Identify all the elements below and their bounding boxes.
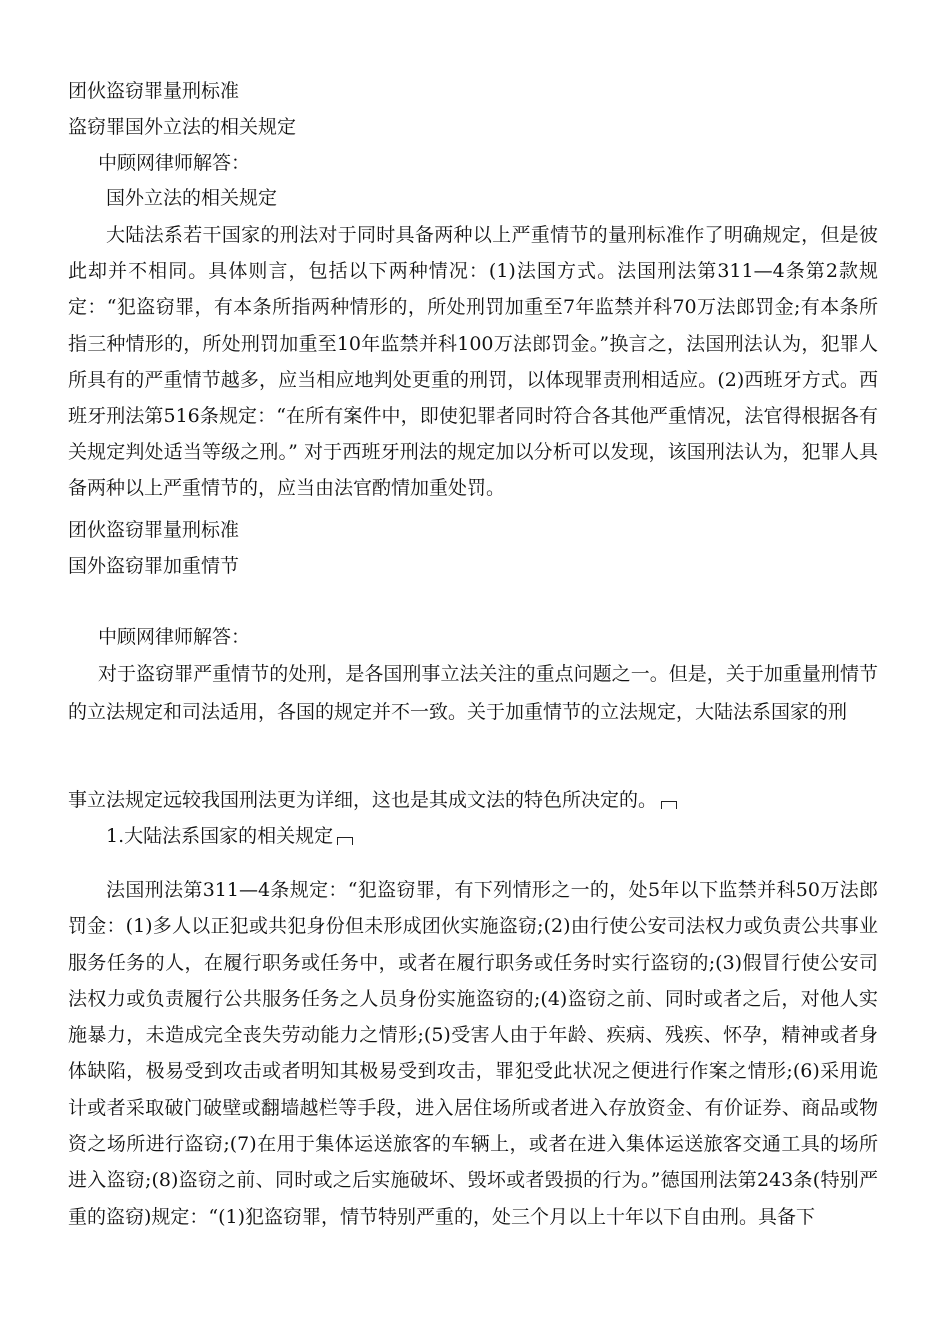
text-mark	[661, 801, 677, 809]
heading-text: 1.大陆法系国家的相关规定	[106, 825, 334, 847]
paragraph-text: 对于盗窃罪严重情节的处刑，是各国刑事立法关注的重点问题之一。但是，关于加重量刑情节的立法规定和司法适用，各国的规定并不一致。关于加重情节的立法规定，大陆法系国家的刑	[68, 663, 878, 723]
answer-label: 中顾网律师解答：	[98, 152, 251, 174]
paragraph-text: 法国刑法第311—4条规定：“犯盗窃罪，有下列情形之一的，处5年以下监禁并科50万法郎罚金：(1)多人以正犯或共犯身份但未形成团伙实施盗窃;(2)由行使公安司法权力或负责公共事业服务任务的人，在履行职务或任务中，或者在履行职务或任务时实行盗窃的;(3)假冒行使公安司法权力或负责履行公共服务任务之人员身份实施盗窃的;(4)盗窃之前、同时或者之后，对他人实施暴力，未造成完全丧失劳动能力之情形;(5)受害人由于年龄、疾病、残疾、怀孕，精神或者身体缺陷，极易受到攻击或者明知其极易受到攻击，罪犯受此状况之便进行作案之情形;(6)采用诡计或者采取破门破壁或翻墙越栏等手段，进入居住场所或者进入存放资金、有价证券、商品或物资之场所进行盗窃;(7)在用于集体运送旅客的车辆上，或者在进入集体运送旅客交通工具的场所进入盗窃;(8)盗窃之前、同时或之后实施破坏、毁坏或者毁损的行为。”德国刑法第243条(特别严重的盗窃)规定：“(1)犯盗窃罪，情节特别严重的，处三个月以上十年以下自由刑。具备下	[68, 879, 878, 1228]
document-title: 团伙盗窃罪量刑标准	[68, 519, 240, 541]
paragraph-text: 大陆法系若干国家的刑法对于同时具备两种以上严重情节的量刑标准作了明确规定，但是彼此却并不相同。具体则言，包括以下两种情况：(1)法国方式。法国刑法第311—4条第2款规定：“犯盗窃罪，有本条所指两种情形的，所处刑罚加重至7年监禁并科70万法郎罚金;有本条所指三种情形的，所处刑罚加重至10年监禁并科100万法郎罚金。”换言之，法国刑法认为，犯罪人所具有的严重情节越多，应当相应地判处更重的刑罚，以体现罪责刑相适应。(2)西班牙方式。西班牙刑法第516条规定：“在所有案件中，即使犯罪者同时符合各其他严重情况，法官得根据各有关规定判处适当等级之刑。” 对于西班牙刑法的规定加以分析可以发现，该国刑法认为，犯罪人具备两种以上严重情节的，应当由法官酌情加重处罚。	[68, 224, 878, 500]
body-paragraph	[68, 872, 878, 1235]
paragraph-text: 事立法规定远较我国刑法更为详细，这也是其成文法的特色所决定的。	[68, 789, 658, 811]
subsection-heading	[106, 823, 353, 849]
answer-label: 中顾网律师解答：	[98, 626, 251, 648]
text-mark	[337, 837, 353, 845]
section-subtitle: 国外盗窃罪加重情节	[68, 555, 240, 577]
section-subtitle: 盗窃罪国外立法的相关规定	[68, 116, 297, 138]
body-paragraph	[68, 217, 878, 507]
section-heading: 国外立法的相关规定	[106, 187, 278, 209]
paragraph-continuation	[68, 787, 677, 813]
document-title: 团伙盗窃罪量刑标准	[68, 80, 240, 102]
body-paragraph	[68, 656, 878, 731]
